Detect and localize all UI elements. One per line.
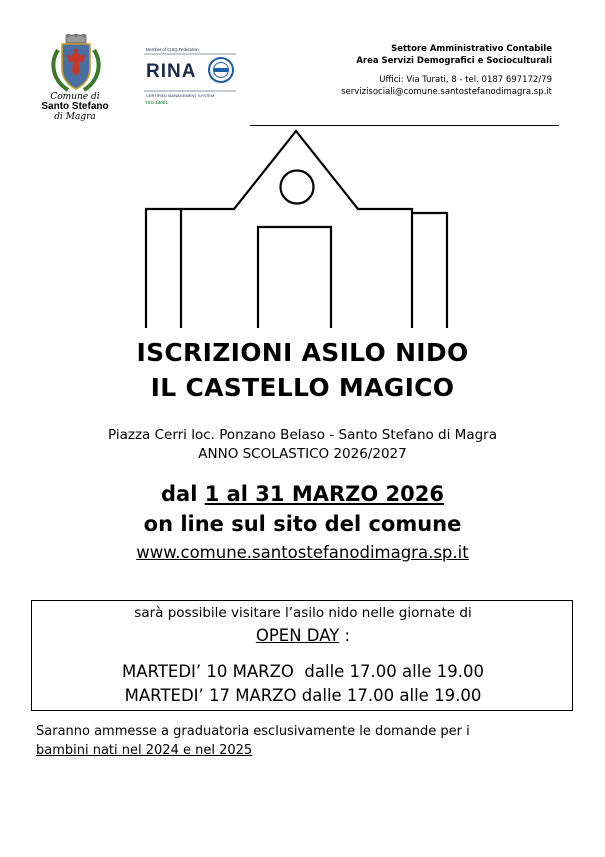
sector-name: Settore Amministrativo Contabile [391, 44, 552, 54]
logo-line-3: di Magra [54, 112, 96, 122]
logo-line-1: Comune di [50, 92, 100, 102]
comune-logo-text [30, 92, 120, 122]
dates-highlight: 1 al 31 MARZO 2026 [204, 482, 444, 506]
eligibility-note-line-1: Saranno ammesse a graduatoria esclusivamente le domande per i [36, 724, 470, 739]
enrollment-dates [0, 482, 605, 506]
open-day-label-suffix: : [339, 626, 351, 645]
open-day-intro: sarà possibile visitare l’asilo nido nelle giornate di [134, 605, 472, 621]
comune-crest-logo [46, 34, 106, 96]
title-line-1: ISCRIZIONI ASILO NIDO [136, 338, 469, 367]
area-name: Area Servizi Demografici e Socioculturali [356, 55, 552, 66]
open-day-date-2: MARTEDI’ 17 MARZO dalle 17.00 alle 19.00 [124, 686, 482, 705]
online-notice: on line sul sito del comune [143, 512, 462, 536]
website-link-row [0, 543, 605, 562]
office-email: servizisociali@comune.santostefanodimagra.sp.it [341, 86, 552, 97]
open-day-box [31, 600, 573, 711]
logo-line-2: Santo Stefano [41, 101, 109, 112]
rina-bottom-text: CERTIFIED MANAGEMENT SYSTEM [146, 93, 215, 98]
open-day-date-1: MARTEDI’ 10 MARZO dalle 17.00 alle 19.00 [122, 662, 484, 681]
open-day-label: OPEN DAY [255, 626, 340, 645]
website-link[interactable]: www.comune.santostefanodimagra.sp.it [136, 543, 469, 562]
rina-top-text: Member of CISQ Federation [146, 47, 199, 52]
header-divider [250, 125, 559, 126]
venue-address: Piazza Cerri loc. Ponzano Belaso - Santo Stefano di Magra [107, 427, 497, 443]
office-info [341, 44, 552, 98]
title-line-2: IL CASTELLO MAGICO [150, 373, 455, 402]
eligibility-note-line-2: bambini nati nel 2024 e nel 2025 [36, 743, 253, 758]
castle-building-illustration [144, 128, 449, 328]
rina-certification-logo [144, 46, 236, 106]
dates-prefix: dal [160, 482, 205, 506]
school-year: ANNO SCOLASTICO 2026/2027 [198, 446, 407, 462]
office-address: Uffici: Via Turati, 8 - tel. 0187 697172/79 [379, 75, 552, 85]
iso-standard-text: ISO 14001 [146, 100, 168, 105]
open-day-label-row [32, 626, 574, 645]
rina-brand-text: RINA [146, 61, 197, 82]
